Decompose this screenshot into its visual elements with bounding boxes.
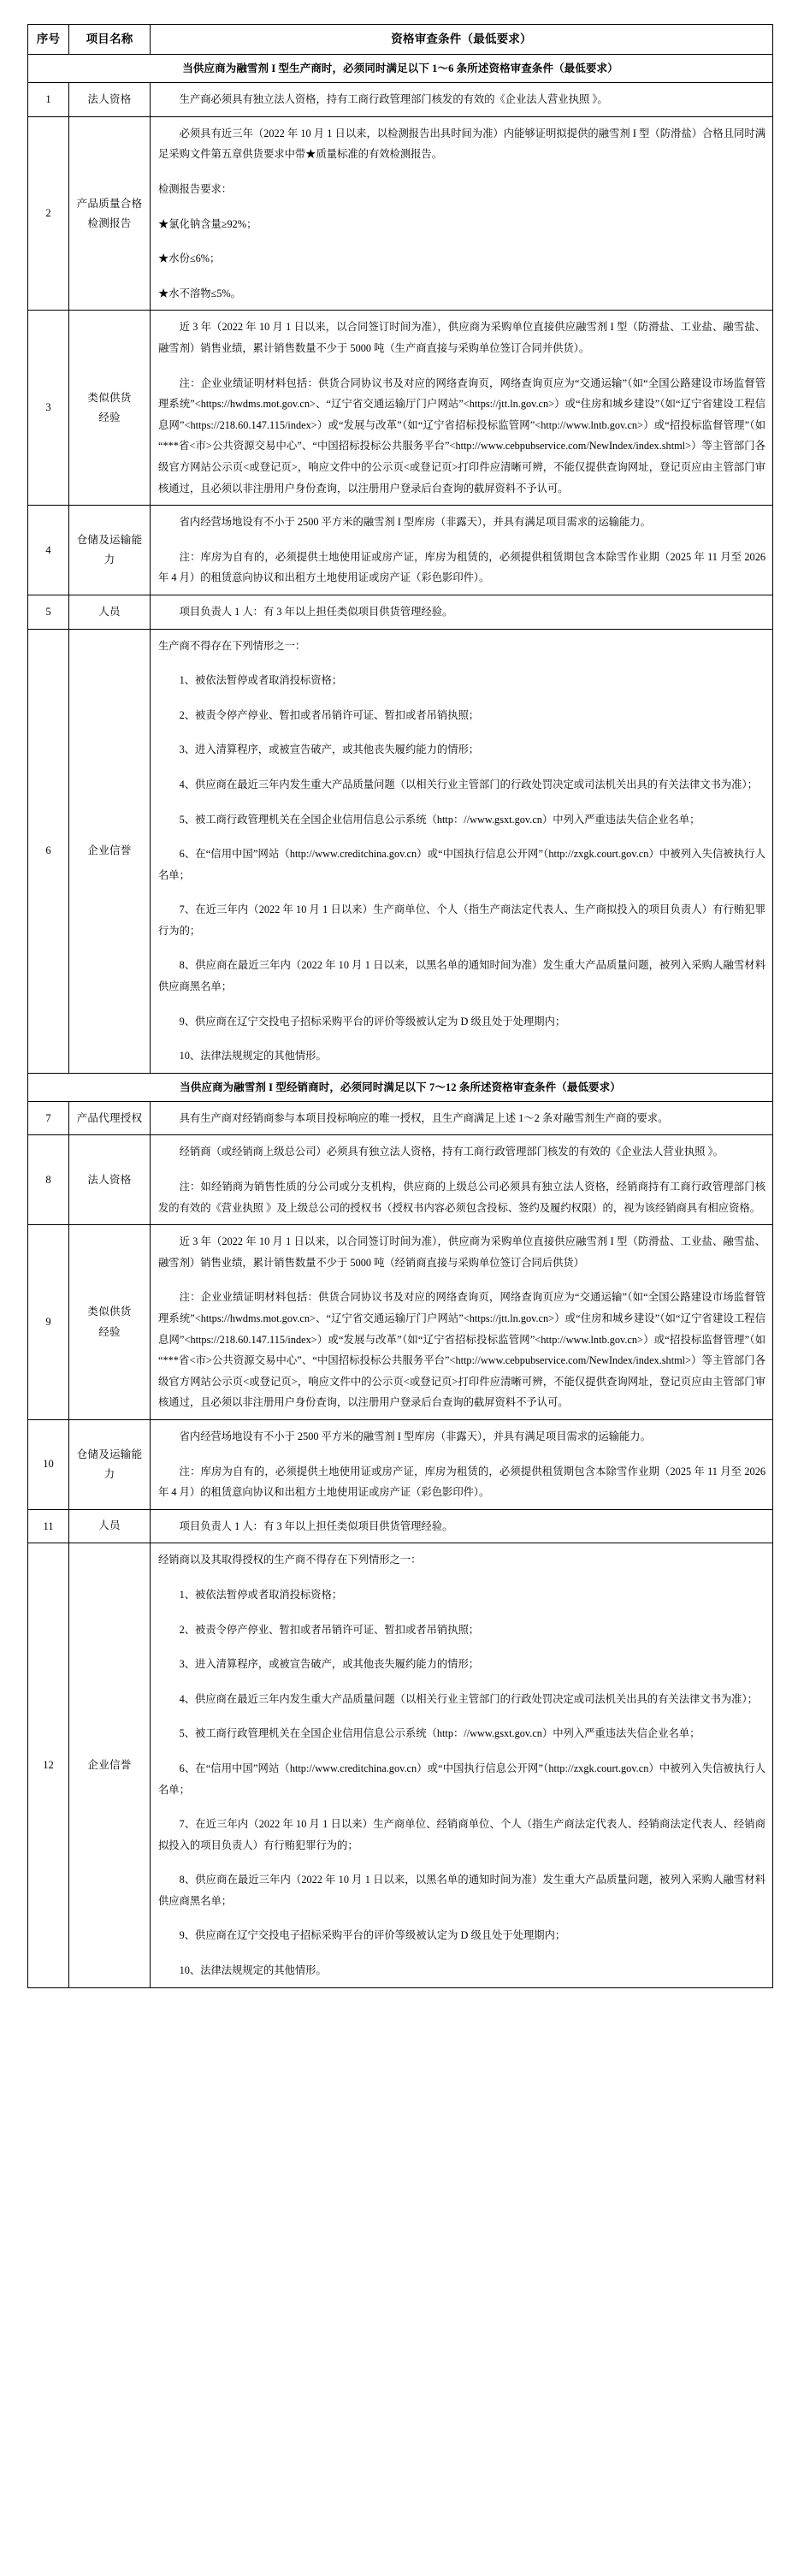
condition-list-item: 7、在近三年内（2022 年 10 月 1 日以来）生产商单位、个人（指生产商法定代表人、生产商拟投入的项目负责人）有行贿犯罪行为的； xyxy=(158,903,765,937)
condition-paragraph: 项目负责人 1 人：有 3 年以上担任类似项目供货管理经验。 xyxy=(179,1519,453,1532)
row-name-line: 类似供货 xyxy=(87,391,132,404)
condition-paragraph: 检测报告要求： xyxy=(158,183,233,196)
condition-paragraph: 经销商（或经销商上级总公司）必须具有独立法人资格，持有工商行政管理部门核发的有效的《企业法人营业执照 》。 xyxy=(179,1146,724,1158)
row-condition xyxy=(151,629,773,1073)
row-name-line: 力 xyxy=(103,554,115,566)
row-seq: 7 xyxy=(28,1101,69,1135)
row-name xyxy=(69,1225,151,1420)
row-name: 产品代理授权 xyxy=(69,1101,151,1135)
condition-note: 注：库房为自有的，必须提供土地使用证或房产证，库房为租赁的，必须提供租赁期包含本除雪作业期（2025 年 11 月至 2026 年 4 月）的租赁意向协议和出租方土地使用证或房产证（彩色影印件）。 xyxy=(158,550,765,584)
section-banner-dealer: 当供应商为融雪剂 I 型经销商时，必须同时满足以下 7～12 条所述资格审查条件（最低要求） xyxy=(28,1073,773,1101)
header-condition: 资格审查条件（最低要求） xyxy=(151,25,773,55)
table-row xyxy=(28,1509,773,1543)
row-name-line: 检测报告 xyxy=(87,216,132,229)
condition-note: 注：库房为自有的，必须提供土地使用证或房产证，库房为租赁的，必须提供租赁期包含本除雪作业期（2025 年 11 月至 2026 年 4 月）的租赁意向协议和出租方土地使用证或房产证（彩色影印件）。 xyxy=(158,1465,765,1499)
row-seq: 1 xyxy=(28,83,69,117)
row-name-line: 力 xyxy=(103,1467,115,1480)
table-row xyxy=(28,506,773,595)
condition-list-item: 2、被责令停产停业、暂扣或者吊销许可证、暂扣或者吊销执照； xyxy=(179,1623,480,1636)
row-seq: 9 xyxy=(28,1225,69,1420)
row-name-line: 仓储及运输能 xyxy=(76,1448,143,1460)
condition-list-item: 8、供应商在最近三年内（2022 年 10 月 1 日以来，以黑名单的通知时间为准）发生重大产品质量问题，被列入采购人融雪材料供应商黑名单； xyxy=(158,1874,765,1907)
condition-list-item: 9、供应商在辽宁交投电子招标采购平台的评价等级被认定为 D 级且处于处理期内； xyxy=(179,1015,566,1027)
row-condition xyxy=(151,1543,773,1987)
row-seq: 11 xyxy=(28,1509,69,1543)
condition-list-item: 5、被工商行政管理机关在全国企业信用信息公示系统（http：//www.gsxt.gov.cn）中列入严重违法失信企业名单； xyxy=(179,1727,700,1740)
table-row xyxy=(28,1419,773,1509)
row-seq: 3 xyxy=(28,311,69,506)
row-condition xyxy=(151,1509,773,1543)
condition-list-item: 8、供应商在最近三年内（2022 年 10 月 1 日以来，以黑名单的通知时间为准）发生重大产品质量问题，被列入采购人融雪材料供应商黑名单； xyxy=(158,959,765,993)
row-name xyxy=(69,506,151,595)
row-condition xyxy=(151,83,773,117)
row-name-line: 经验 xyxy=(98,1325,121,1338)
section-banner-producer-row xyxy=(28,55,773,83)
condition-list-item: 5、被工商行政管理机关在全国企业信用信息公示系统（http：//www.gsxt.gov.cn）中列入严重违法失信企业名单； xyxy=(179,813,700,826)
row-name: 企业信誉 xyxy=(69,629,151,1073)
condition-list-item: 6、在“信用中国”网站（http://www.creditchina.gov.cn）或“中国执行信息公开网”（http://zxgk.court.gov.cn）中被列入失信被执行人名单； xyxy=(158,848,765,881)
row-condition xyxy=(151,506,773,595)
condition-list-item: 3、进入清算程序，或被宣告破产，或其他丧失履约能力的情形； xyxy=(179,1658,480,1671)
condition-list-item: 1、被依法暂停或者取消投标资格； xyxy=(179,674,343,687)
condition-paragraph: 具有生产商对经销商参与本项目投标响应的唯一授权，且生产商满足上述 1～2 条对融雪剂生产商的要求。 xyxy=(179,1111,669,1124)
condition-paragraph: 省内经营场地设有不小于 2500 平方米的融雪剂 I 型库房（非露天），并具有满足项目需求的运输能力。 xyxy=(179,1430,651,1442)
condition-list-item: 4、供应商在最近三年内发生重大产品质量问题（以相关行业主管部门的行政处罚决定或司法机关出具的有关法律文书为准）； xyxy=(179,778,758,791)
table-row xyxy=(28,311,773,506)
row-name-line: 经验 xyxy=(98,411,121,423)
table-row xyxy=(28,1135,773,1225)
row-name-line: 产品质量合格 xyxy=(76,197,143,210)
row-seq: 4 xyxy=(28,506,69,595)
condition-list-item: 2、被责令停产停业、暂扣或者吊销许可证、暂扣或者吊销执照； xyxy=(179,708,480,721)
row-condition xyxy=(151,595,773,629)
condition-list-item: 10、法律法规规定的其他情形。 xyxy=(179,1050,327,1063)
row-name: 法人资格 xyxy=(69,83,151,117)
row-condition xyxy=(151,311,773,506)
row-seq: 10 xyxy=(28,1419,69,1509)
condition-note: 注：企业业绩证明材料包括：供货合同协议书及对应的网络查询页，网络查询页应为“交通运输”（如“全国公路建设市场监督管理系统”<https://hwdms.mot.gov.cn>、“辽宁省交通运输厅门户网站”<https://jtt.ln.gov.cn>）或“住房和城乡建设”（如“辽宁省建设工程信息网”<https://218.60.147.115/index>）或“发展与改革”（如“辽宁省招标投标监管网”<http://www.lntb.gov.cn>）或“招投标监督管理”（如“***省<市>公共资源交易中心”、“中国招标投标公共服务平台”<http://www.cebpubservice.com/NewIndex/index.shtml>）等主管部门各级官方网站公示页<或登记页>，响应文件中的公示页<或登记页>打印件应清晰可辨，不能仅提供查询网址，登记页应由主管部门审核通过，且必须以非注册用户身份查询，以注册用户登录后台查询的截屏资料不予认可。 xyxy=(158,376,765,494)
row-name: 人员 xyxy=(69,1509,151,1543)
condition-spec-item: ★水份≤6%； xyxy=(158,252,221,265)
condition-spec-item: ★水不溶物≤5%。 xyxy=(158,287,241,299)
table-row xyxy=(28,83,773,117)
row-seq: 5 xyxy=(28,595,69,629)
row-name xyxy=(69,311,151,506)
condition-paragraph: 必须具有近三年（2022 年 10 月 1 日以来，以检测报告出具时间为准）内能够证明拟提供的融雪剂 I 型（防滑盐）合格且同时满足采购文件第五章供货要求中带★质量标准的有效检测报告。 xyxy=(158,127,765,161)
table-row xyxy=(28,1225,773,1420)
row-name: 企业信誉 xyxy=(69,1543,151,1987)
row-name-line: 类似供货 xyxy=(87,1306,132,1318)
condition-list-item: 7、在近三年内（2022 年 10 月 1 日以来）生产商单位、经销商单位、个人（指生产商法定代表人、经销商法定代表人、经销商拟投入的项目负责人）有行贿犯罪行为的； xyxy=(158,1818,765,1851)
condition-intro: 生产商不得存在下列情形之一： xyxy=(158,639,306,652)
condition-list-item: 4、供应商在最近三年内发生重大产品质量问题（以相关行业主管部门的行政处罚决定或司法机关出具的有关法律文书为准）； xyxy=(179,1692,758,1705)
condition-list-item: 10、法律法规规定的其他情形。 xyxy=(179,1964,327,1977)
table-row xyxy=(28,1101,773,1135)
row-seq: 8 xyxy=(28,1135,69,1225)
row-condition xyxy=(151,1419,773,1509)
row-seq: 6 xyxy=(28,629,69,1073)
condition-note: 注：如经销商为销售性质的分公司或分支机构，供应商的上级总公司必须具有独立法人资格，经销商持有工商行政管理部门核发的有效的《营业执照 》及上级总公司的授权书（授权书内容必须包含投标、签约及履约权限）的，视为该经销商具有相应资格。 xyxy=(158,1181,765,1214)
row-name: 人员 xyxy=(69,595,151,629)
row-seq: 2 xyxy=(28,116,69,311)
condition-note: 注：企业业绩证明材料包括：供货合同协议书及对应的网络查询页，网络查询页应为“交通运输”（如“全国公路建设市场监督管理系统”<https://hwdms.mot.gov.cn>、“辽宁省交通运输厅门户网站”<https://jtt.ln.gov.cn>）或“住房和城乡建设”（如“辽宁省建设工程信息网”<https://218.60.147.115/index>）或“发展与改革”（如“辽宁省招标投标监管网”<http://www.lntb.gov.cn>）或“招投标监督管理”（如“***省<市>公共资源交易中心”、“中国招标投标公共服务平台”<http://www.cebpubservice.com/NewIndex/index.shtml>）等主管部门各级官方网站公示页<或登记页>，响应文件中的公示页<或登记页>打印件应清晰可辨，不能仅提供查询网址，登记页应由主管部门审核通过，且必须以非注册用户身份查询，以注册用户登录后台查询的截屏资料不予认可。 xyxy=(158,1291,765,1409)
table-row xyxy=(28,1543,773,1987)
condition-intro: 经销商以及其取得授权的生产商不得存在下列情形之一： xyxy=(158,1554,422,1566)
row-condition xyxy=(151,116,773,311)
condition-paragraph: 项目负责人 1 人：有 3 年以上担任类似项目供货管理经验。 xyxy=(179,605,453,618)
condition-list-item: 6、在“信用中国”网站（http://www.creditchina.gov.cn）或“中国执行信息公开网”（http://zxgk.court.gov.cn）中被列入失信被执行人名单； xyxy=(158,1762,765,1796)
qualification-review-table xyxy=(27,24,773,1988)
header-name: 项目名称 xyxy=(69,25,151,55)
condition-list-item: 3、进入清算程序，或被宣告破产，或其他丧失履约能力的情形； xyxy=(179,743,480,756)
condition-paragraph: 近 3 年（2022 年 10 月 1 日以来，以合同签订时间为准），供应商为采购单位直接供应融雪剂 I 型（防滑盐、工业盐、融雪盐、融雪剂）销售业绩，累计销售数量不少于 5000 吨（生产商直接与采购单位签订合同并供货）。 xyxy=(158,321,765,354)
table-row xyxy=(28,595,773,629)
condition-paragraph: 生产商必须具有独立法人资格，持有工商行政管理部门核发的有效的《企业法人营业执照 》。 xyxy=(179,93,608,106)
row-condition xyxy=(151,1101,773,1135)
row-seq: 12 xyxy=(28,1543,69,1987)
table-row xyxy=(28,116,773,311)
row-condition xyxy=(151,1225,773,1420)
condition-paragraph: 近 3 年（2022 年 10 月 1 日以来，以合同签订时间为准），供应商为采购单位直接供应融雪剂 I 型（防滑盐、工业盐、融雪盐、融雪剂）销售业绩，累计销售数量不少于 5000 吨（经销商直接与采购单位签订合同后供货） xyxy=(158,1235,765,1269)
condition-list-item: 1、被依法暂停或者取消投标资格； xyxy=(179,1588,343,1601)
section-banner-producer: 当供应商为融雪剂 I 型生产商时，必须同时满足以下 1～6 条所述资格审查条件（最低要求） xyxy=(28,55,773,83)
row-name xyxy=(69,116,151,311)
row-name: 法人资格 xyxy=(69,1135,151,1225)
table-header-row xyxy=(28,25,773,55)
condition-list-item: 9、供应商在辽宁交投电子招标采购平台的评价等级被认定为 D 级且处于处理期内； xyxy=(179,1929,566,1942)
row-condition xyxy=(151,1135,773,1225)
table-row xyxy=(28,629,773,1073)
condition-spec-item: ★氯化钠含量≥92%； xyxy=(158,217,257,230)
section-banner-dealer-row xyxy=(28,1073,773,1101)
row-name-line: 仓储及运输能 xyxy=(76,533,143,546)
row-name xyxy=(69,1419,151,1509)
condition-paragraph: 省内经营场地设有不小于 2500 平方米的融雪剂 I 型库房（非露天），并具有满足项目需求的运输能力。 xyxy=(179,516,651,529)
header-seq: 序号 xyxy=(28,25,69,55)
